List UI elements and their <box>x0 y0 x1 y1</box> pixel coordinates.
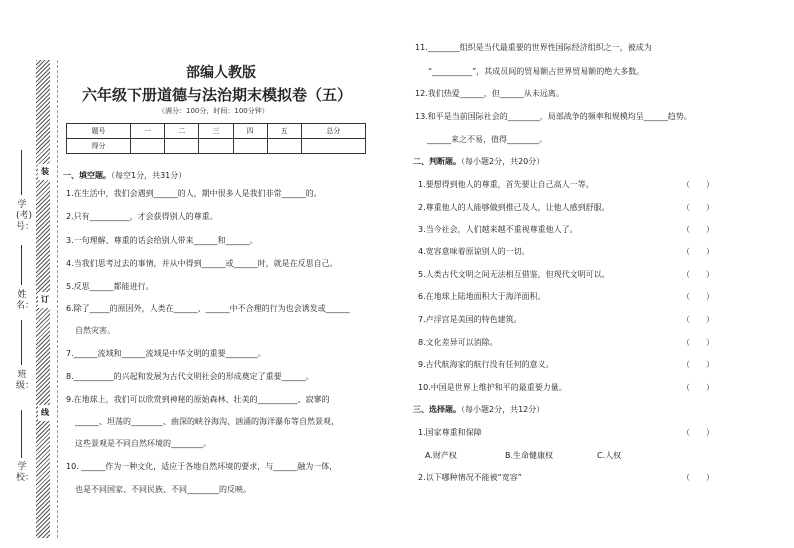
fill-question: 13.和平是当前国际社会的________，局部战争的频率和规模均呈______趋势。 <box>415 112 692 121</box>
fill-question: 12.我们热爱______，但______从未远离。 <box>415 89 564 98</box>
fill-question: 9.在地球上，我们可以欣赏到神秘的原始森林、壮美的__________、寂寥的 <box>66 395 330 404</box>
answer-paren[interactable]: （ ） <box>682 315 714 324</box>
section3-note: （每小题2分，共12分） <box>461 405 545 414</box>
fill-question: 2.只有__________，才会获得别人的尊重。 <box>66 212 218 221</box>
fill-question: 3.一句理解、尊重的话会给别人带来______和______。 <box>66 236 258 245</box>
choice-option: C.人权 <box>597 451 622 460</box>
section1-heading: 一、填空题。（每空1分，共31分） <box>63 171 187 180</box>
score-cell[interactable] <box>131 139 165 154</box>
fill-question-continuation: 也是不同国家、不同民族、不同________的反映。 <box>75 485 251 494</box>
judge-question: 1.要想得到他人的尊重，首先要让自己高人一等。 <box>418 180 594 189</box>
name-label: 姓名： <box>16 290 35 311</box>
section2-note: （每小题2分，共20分） <box>461 157 545 166</box>
section2-heading: 二、判断题。（每小题2分，共20分） <box>413 157 545 166</box>
choice-option: B.生命健康权 <box>505 451 554 460</box>
class-line <box>21 320 22 365</box>
answer-paren[interactable]: （ ） <box>682 292 714 301</box>
binding-dashed-line <box>57 60 58 538</box>
fill-question-continuation: “__________”，其成员间的贸易额占世界贸易额的绝大多数。 <box>428 67 645 76</box>
judge-question: 5.人类古代文明之间无法相互借鉴，但现代文明可以。 <box>418 270 610 279</box>
fill-question: 11.________组织是当代最重要的世界性国际经济组织之一，被成为 <box>415 43 652 52</box>
exam-title: 六年级下册道德与法治期末模拟卷（五） <box>82 86 353 104</box>
judge-question: 3.当今社会，人们越来越不重视尊重他人了。 <box>418 225 578 234</box>
score-row-label: 得分 <box>67 139 131 154</box>
answer-paren[interactable]: （ ） <box>682 473 714 482</box>
answer-paren[interactable]: （ ） <box>682 338 714 347</box>
choice-question: 1.国家尊重和保障 <box>418 428 482 437</box>
binding-mark-xian: 线 <box>38 405 52 421</box>
fill-question-continuation: ______来之不易，值得________。 <box>427 135 547 144</box>
score-header-cell: 三 <box>199 124 233 139</box>
judge-question: 7.卢浮宫是美国的特色建筑。 <box>418 315 522 324</box>
answer-paren[interactable]: （ ） <box>682 180 714 189</box>
judge-question: 4.宽容意味着原谅别人的一切。 <box>418 247 530 256</box>
binding-mark-zhuang: 装 <box>38 164 52 180</box>
score-header-cell: 总分 <box>301 124 365 139</box>
fill-question: 10. ______作为一种文化，适应于各地自然环境的要求，与______融为一体， <box>66 462 338 471</box>
judge-question: 8.文化差异可以消除。 <box>418 338 498 347</box>
score-cell[interactable] <box>267 139 301 154</box>
choice-question: 2.以下哪种情况不能被“宽容” <box>418 473 522 482</box>
name-line <box>21 245 22 285</box>
student-id-label: 学(考)号： <box>16 200 35 232</box>
score-table <box>66 123 366 154</box>
answer-paren[interactable]: （ ） <box>682 203 714 212</box>
school-line <box>21 410 22 458</box>
score-cell[interactable] <box>165 139 199 154</box>
fill-question-continuation: 这些景观是不同自然环境的________。 <box>75 439 211 448</box>
judge-question: 9.古代航海家的航行没有任何的意义。 <box>418 360 554 369</box>
judge-question: 2.尊重他人的人能够做到推己及人，让他人感到舒服。 <box>418 203 610 212</box>
fill-question: 4.当我们思考过去的事情，并从中得到______或______时，就是在反思自己。 <box>66 259 338 268</box>
answer-paren[interactable]: （ ） <box>682 247 714 256</box>
score-header-cell: 五 <box>267 124 301 139</box>
binding-mark-ding: 订 <box>38 292 52 308</box>
fill-question-continuation: 自然灾害。 <box>75 326 115 335</box>
student-id-line <box>21 150 22 195</box>
fill-question: 1.在生活中，我们会遇到______的人，期中很多人是我们非常______的。 <box>66 189 322 198</box>
answer-paren[interactable]: （ ） <box>682 360 714 369</box>
score-cell[interactable] <box>301 139 365 154</box>
answer-paren[interactable]: （ ） <box>682 383 714 392</box>
edition-label: 部编人教版 <box>186 65 256 81</box>
answer-paren[interactable]: （ ） <box>682 428 714 437</box>
school-label: 学校： <box>16 462 35 483</box>
score-cell[interactable] <box>199 139 233 154</box>
section1-note: （每空1分，共31分） <box>111 171 187 180</box>
exam-meta: （满分：100分，时间：100分钟） <box>158 107 269 115</box>
class-label: 班级： <box>16 370 35 391</box>
score-header-cell: 二 <box>165 124 199 139</box>
fill-question: 8.__________的兴起和发展为古代文明社会的形成奠定了重要______。 <box>66 372 314 381</box>
fill-question: 6.除了_____的原因外，人类在______、______中不合理的行为也会诱发或______ <box>66 304 350 313</box>
fill-question: 7.______流域和______流域是中华文明的重要________。 <box>66 349 266 358</box>
section3-heading: 三、选择题。（每小题2分，共12分） <box>413 405 545 414</box>
fill-question: 5.反思______都能进行。 <box>66 282 154 291</box>
score-header-cell: 四 <box>233 124 267 139</box>
judge-question: 10.中国是世界上维护和平的最重要力量。 <box>418 383 567 392</box>
judge-question: 6.在地球上陆地面积大于海洋面积。 <box>418 292 546 301</box>
fill-question-continuation: ______、坦荡的________、曲深的峡谷海沟、汹涌的海洋瀑布等自然景观， <box>75 417 339 426</box>
answer-paren[interactable]: （ ） <box>682 270 714 279</box>
answer-paren[interactable]: （ ） <box>682 225 714 234</box>
score-header-cell: 题号 <box>67 124 131 139</box>
score-header-cell: 一 <box>131 124 165 139</box>
score-cell[interactable] <box>233 139 267 154</box>
choice-option: A.财产权 <box>425 451 457 460</box>
